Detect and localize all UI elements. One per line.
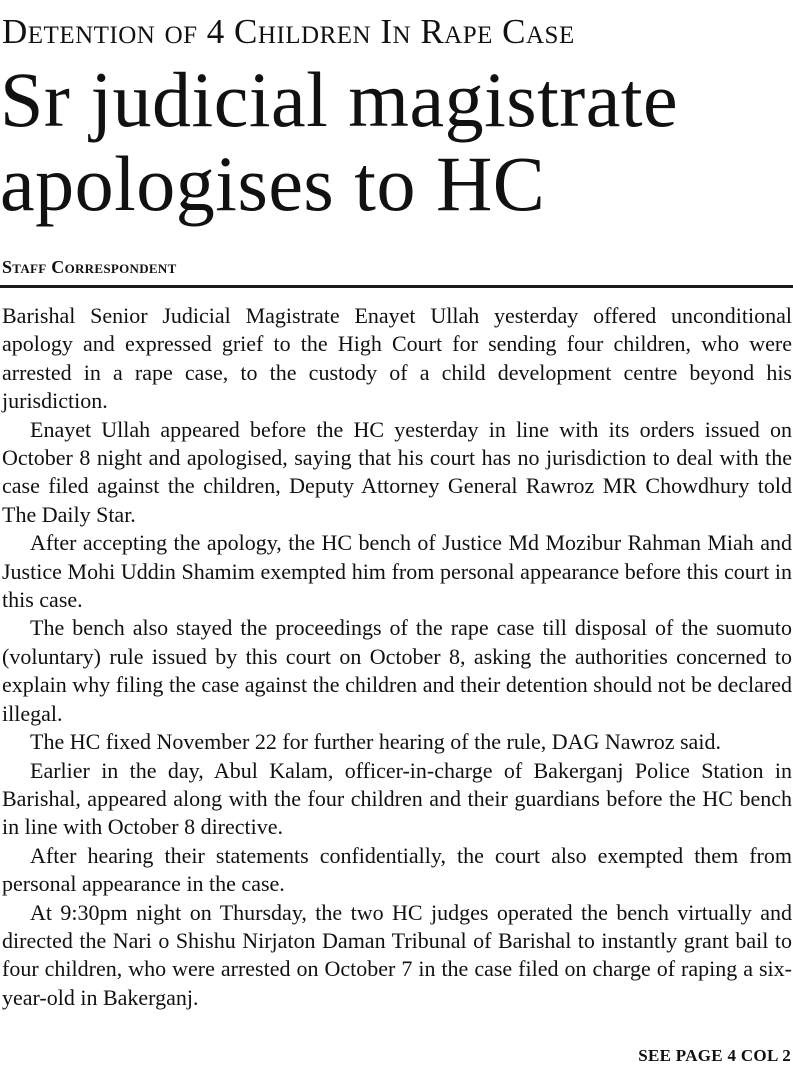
paragraph: Barishal Senior Judicial Magistrate Enayet Ullah yesterday offered unconditional apology and expressed grief to the High Court for sending four children, who were arrested in a rape case, to the custody of a child development centre beyond his jurisdiction. — [2, 303, 792, 414]
article-body — [2, 302, 792, 1012]
headline — [0, 58, 793, 226]
continuation-jump-line: SEE PAGE 4 COL 2 — [638, 1046, 791, 1065]
paragraph: Enayet Ullah appeared before the HC yesterday in line with its orders issued on October 8 night and apologised, saying that his court has no jurisdiction to deal with the case filed against the children, Deputy Attorney General Rawroz MR Chowdhury told The Daily Star. — [2, 416, 792, 527]
paragraph: The HC fixed November 22 for further hearing of the rule, DAG Nawroz said. — [30, 729, 721, 755]
paragraph: At 9:30pm night on Thursday, the two HC judges operated the bench virtually and directed the Nari o Shishu Nirjaton Daman Tribunal of Barishal to instantly grant bail to four children, who were arrested on October 7 in the case filed on charge of raping a six-year-old in Bakerganj. — [2, 899, 792, 1010]
paragraph: Earlier in the day, Abul Kalam, officer-in-charge of Bakerganj Police Station in Barishal, appeared along with the four children and their guardians before the HC bench in line with October 8 directive. — [2, 757, 792, 840]
paragraph: After accepting the apology, the HC bench of Justice Md Mozibur Rahman Miah and Justice Mohi Uddin Shamim exempted him from personal appearance before this court in this case. — [2, 530, 792, 613]
headline-line-2: apologises to HC — [0, 140, 546, 227]
paragraph: After hearing their statements confidentially, the court also exempted them from personal appearance in the case. — [2, 842, 792, 897]
byline-divider — [0, 285, 793, 288]
headline-line-1: Sr judicial magistrate — [0, 56, 679, 143]
byline: Staff Correspondent — [2, 257, 177, 277]
kicker: Detention of 4 Children In Rape Case — [2, 12, 575, 51]
paragraph: The bench also stayed the proceedings of the rape case till disposal of the suomuto (voluntary) rule issued by this court on October 8, asking the authorities concerned to explain why filing the case against the children and their detention should not be declared illegal. — [2, 615, 792, 726]
